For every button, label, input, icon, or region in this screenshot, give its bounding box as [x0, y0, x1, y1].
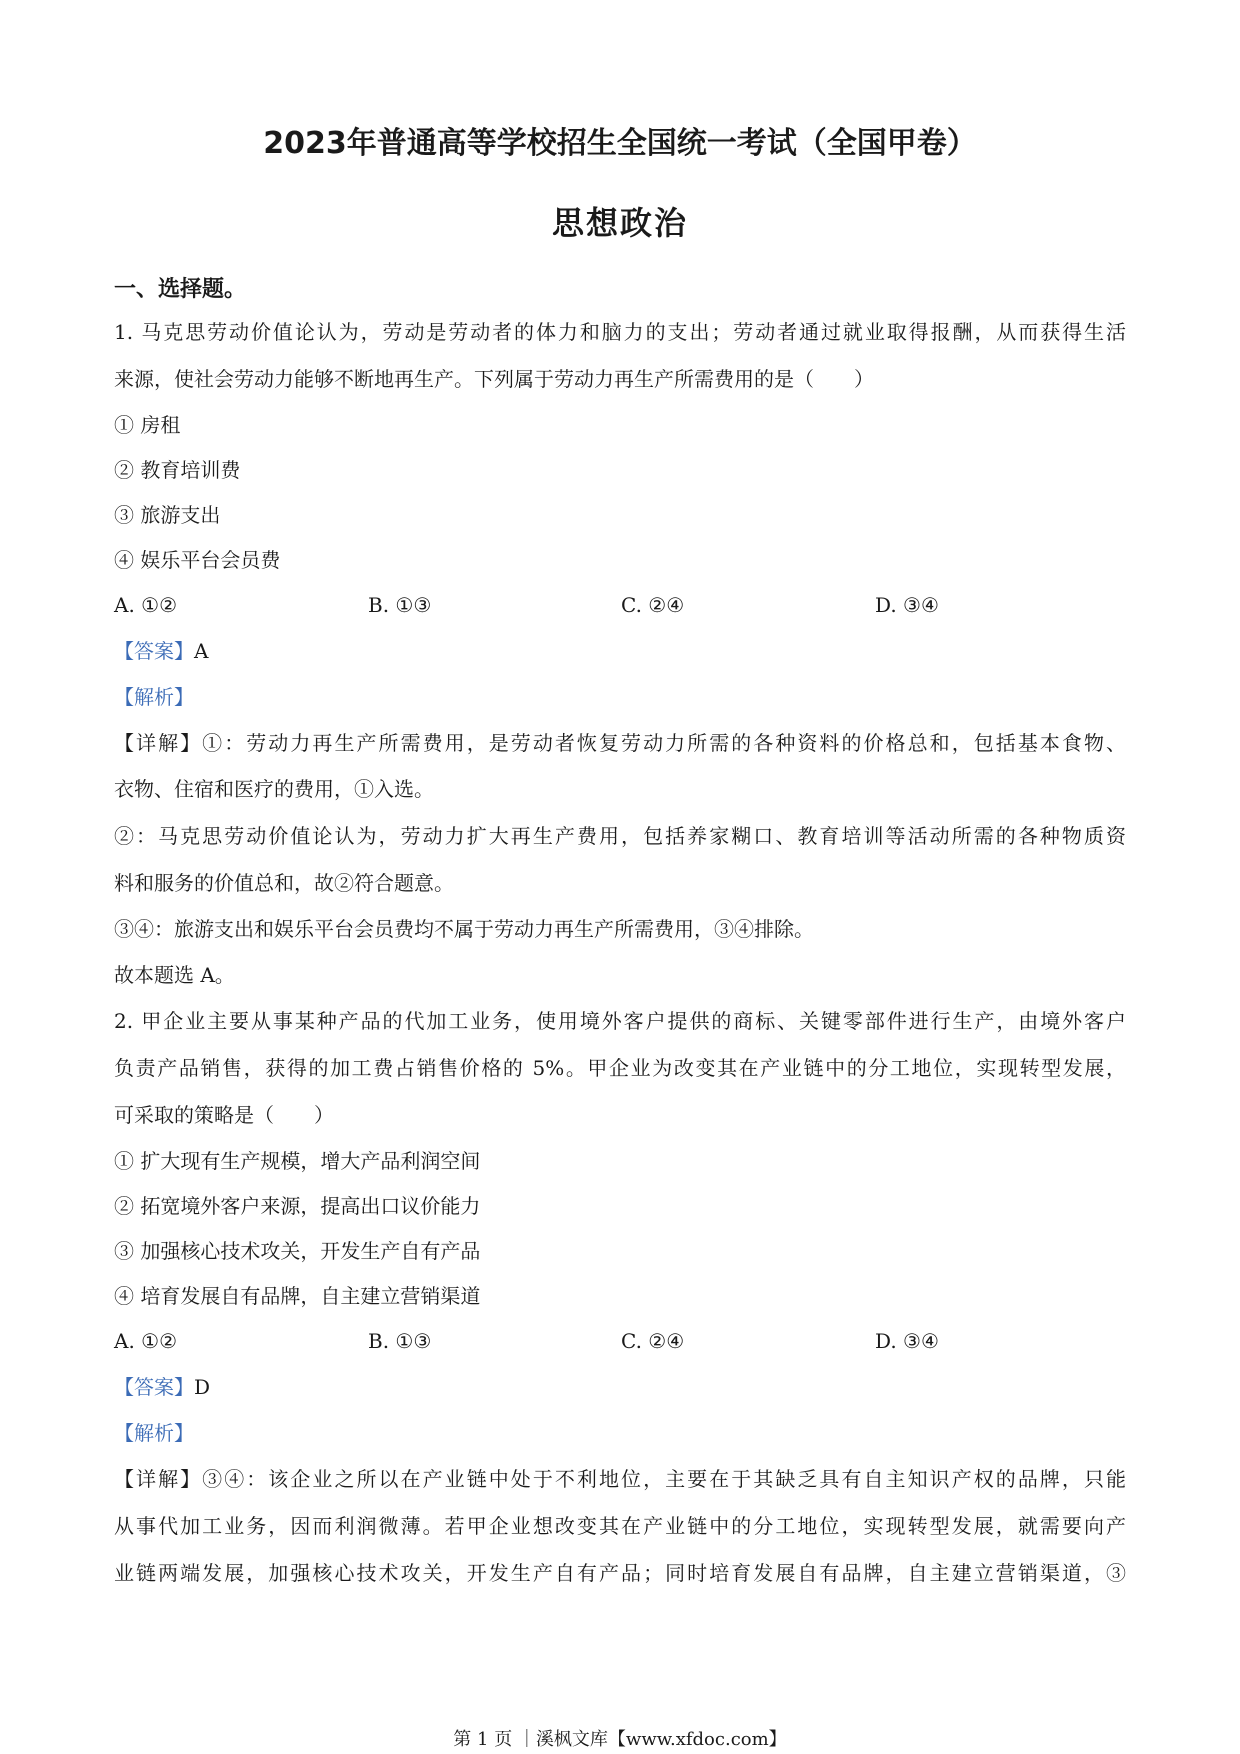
q2-option-b: B. ①③	[368, 1329, 432, 1353]
subject-title: 思想政治	[551, 204, 688, 242]
answer-tag: 【答案】	[114, 1375, 194, 1399]
q1-item-2: ② 教育培训费	[114, 458, 241, 482]
q1-answer-row	[114, 636, 1126, 666]
q2-option-a: A. ①②	[114, 1329, 178, 1353]
q2-stem-line-2: 负责产品销售，获得的加工费占销售价格的 5%。甲企业为改变其在产业链中的分工地位，实现转型发展，	[114, 1056, 1126, 1080]
q1-option-d: D. ③④	[875, 593, 939, 617]
q1-detail-line-2: 衣物、住宿和医疗的费用，①入选。	[114, 777, 434, 801]
q2-analysis-tag: 【解析】	[114, 1421, 194, 1445]
q2-item-1: ① 扩大现有生产规模，增大产品利润空间	[114, 1149, 481, 1173]
q2-option-d: D. ③④	[875, 1329, 939, 1353]
page-footer: 第 1 页 ｜溪枫文库【www.xfdoc.com】	[453, 1729, 787, 1750]
q1-answer-value: A	[194, 639, 209, 663]
q1-item-3: ③ 旅游支出	[114, 503, 221, 527]
q1-item-1: ① 房租	[114, 413, 181, 437]
q1-option-c: C. ②④	[621, 593, 685, 617]
q1-detail-line-6: 故本题选 A。	[114, 963, 235, 987]
q2-option-c: C. ②④	[621, 1329, 685, 1353]
q1-stem-line-1: 1. 马克思劳动价值论认为，劳动是劳动者的体力和脑力的支出；劳动者通过就业取得报酬，从而获得生活	[114, 320, 1126, 344]
q1-analysis-tag: 【解析】	[114, 685, 194, 709]
q1-detail-line-1: 【详解】①：劳动力再生产所需费用，是劳动者恢复劳动力所需的各种资料的价格总和，包括基本食物、	[114, 731, 1126, 755]
q1-option-b: B. ①③	[368, 593, 432, 617]
q2-detail-line-2: 从事代加工业务，因而利润微薄。若甲企业想改变其在产业链中的分工地位，实现转型发展，就需要向产	[114, 1514, 1126, 1538]
q2-stem-line-1: 2. 甲企业主要从事某种产品的代加工业务，使用境外客户提供的商标、关键零部件进行生产，由境外客户	[114, 1009, 1126, 1033]
q2-item-2: ② 拓宽境外客户来源，提高出口议价能力	[114, 1194, 481, 1218]
section-heading: 一、选择题。	[114, 277, 247, 302]
exam-title: 2023年普通高等学校招生全国统一考试（全国甲卷）	[263, 126, 977, 161]
q2-item-4: ④ 培育发展自有品牌，自主建立营销渠道	[114, 1284, 481, 1308]
q1-option-a: A. ①②	[114, 593, 178, 617]
q2-detail-line-1: 【详解】③④：该企业之所以在产业链中处于不利地位，主要在于其缺乏具有自主知识产权的品牌，只能	[114, 1467, 1126, 1491]
answer-tag: 【答案】	[114, 639, 194, 663]
q2-detail-line-3: 业链两端发展，加强核心技术攻关，开发生产自有产品；同时培育发展自有品牌，自主建立营销渠道，③	[114, 1561, 1126, 1585]
q1-detail-line-3: ②：马克思劳动价值论认为，劳动力扩大再生产费用，包括养家糊口、教育培训等活动所需的各种物质资	[114, 824, 1126, 848]
q2-item-3: ③ 加强核心技术攻关，开发生产自有产品	[114, 1239, 481, 1263]
q2-stem-line-3: 可采取的策略是（ ）	[114, 1103, 334, 1127]
q1-detail-line-4: 料和服务的价值总和，故②符合题意。	[114, 871, 454, 895]
q1-stem-line-2: 来源，使社会劳动力能够不断地再生产。下列属于劳动力再生产所需费用的是（ ）	[114, 367, 874, 391]
q2-answer-row	[114, 1372, 1126, 1402]
q2-answer-value: D	[194, 1375, 211, 1399]
q1-item-4: ④ 娱乐平台会员费	[114, 548, 281, 572]
q1-detail-line-5: ③④：旅游支出和娱乐平台会员费均不属于劳动力再生产所需费用，③④排除。	[114, 917, 814, 941]
